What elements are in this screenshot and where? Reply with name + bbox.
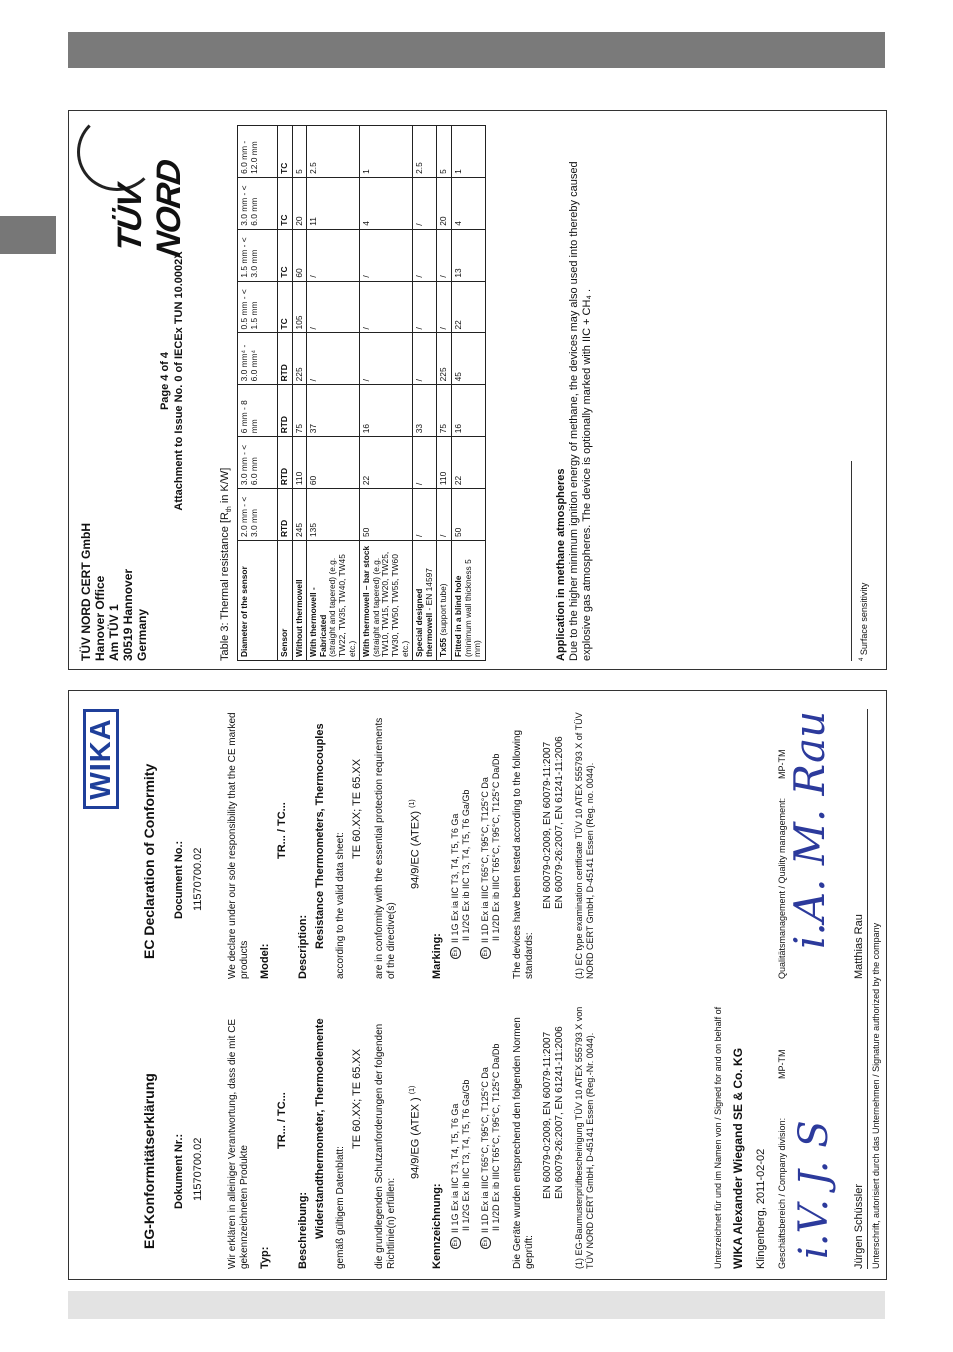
table-cell: 105 — [292, 281, 307, 333]
place-date: Klingenberg, 2011-02-02 — [755, 1148, 767, 1269]
ex-icon: Ex — [450, 947, 461, 959]
table-cell: / — [413, 229, 437, 281]
header-bar — [68, 32, 885, 68]
tuv-address: TÜV NORD CERT GmbH Hanover Office Am TÜV 1 30519 Hannover Germany — [79, 523, 149, 661]
quality-label: Qualitätsmanagement / Quality management: — [777, 797, 787, 979]
table-cell: 33 — [413, 385, 437, 437]
tested-german: Die Geräte wurden entsprechend den folgenden Normen geprüft: — [511, 1017, 535, 1269]
table-row — [451, 126, 485, 661]
signer-2: Matthias Rau — [853, 914, 865, 979]
sensor-header: Sensor — [278, 541, 293, 661]
marking-dust-german: ExII 1D Ex ia IIIC T65°C, T95°C, T125°C Da II 1/2D Ex ib IIIC T65°C, T95°C, T125°C Da/Db — [480, 999, 502, 1249]
ex-icon: Ex — [480, 1237, 491, 1249]
table-cell: 60 — [307, 437, 360, 489]
table-cell: 1 — [451, 126, 485, 178]
footer-bar — [68, 1291, 885, 1319]
type-label-german: Typ: — [259, 1246, 271, 1269]
standards-german: EN 60079-0:2009, EN 60079-11:2007 EN 60079-26:2007, EN 61241-11:2006 — [541, 1026, 565, 1199]
column-diameter: 1.5 mm - < 3.0 mm — [238, 229, 278, 281]
table-cell: / — [307, 229, 360, 281]
column-sensor: RTD — [278, 333, 293, 385]
thermal-resistance-table — [237, 125, 486, 661]
wika-logo: WIKA — [83, 709, 119, 809]
doc-label-german: Dokument Nr.: — [173, 1133, 185, 1209]
row-header: Without thermowell — [292, 541, 307, 661]
table-cell: 50 — [360, 489, 413, 541]
division-label: Geschäftsbereich / Company division: — [777, 1117, 787, 1269]
doc-number-german: 11570700.02 — [192, 1137, 204, 1201]
table-cell: 4 — [360, 177, 413, 229]
conform-german: die grundlegenden Schutzanforderungen der folgenden Richtlinie(n) erfüllen: — [374, 1023, 397, 1269]
declaration-english — [141, 709, 596, 979]
title-english: EC Declaration of Conformity — [141, 763, 157, 959]
table-cell: 50 — [451, 489, 485, 541]
table-row — [437, 126, 452, 661]
column-diameter: 6 mm - 8 mm — [238, 385, 278, 437]
table-row — [413, 126, 437, 661]
table-cell: 4 — [451, 177, 485, 229]
row-header: With thermowell – bar stock (straight and tapered) (e.g. TW10, TW15, TW20, TW25, TW30, TW50, TW55, TW60 etc.) — [360, 541, 413, 661]
column-sensor: RTD — [278, 437, 293, 489]
tested-english: The devices have been tested according to the following standards: — [511, 729, 535, 979]
table-cell: / — [360, 281, 413, 333]
datasheet-german: TE 60.XX; TE 65.XX — [351, 1048, 363, 1149]
marking-gas-german: ExII 1G Ex ia IIC T3, T4, T5, T6 Ga II 1/2G Ex ib IIC T3, T4, T5, T6 Ga/Gb — [450, 999, 472, 1249]
page-number: Page 4 of 4 — [159, 351, 171, 411]
directive-german: 94/9/EG (ATEX ) $^{(1)}$ — [409, 1085, 422, 1179]
table-cell: 37 — [307, 385, 360, 437]
column-diameter: 0.5 mm - < 1.5 mm — [238, 281, 278, 333]
signer-1: Jürgen Schüssler — [853, 1184, 865, 1269]
column-diameter: 2.0 mm - < 3.0 mm — [238, 489, 278, 541]
column-diameter: 3.0 mm - < 6.0 mm — [238, 437, 278, 489]
column-sensor: TC — [278, 229, 293, 281]
division-code: MP-TM — [777, 1049, 787, 1079]
column-sensor: RTD — [278, 489, 293, 541]
column-diameter: 6.0 mm - 12.0 mm — [238, 126, 278, 178]
table-row — [307, 126, 360, 661]
table-cell: / — [437, 229, 452, 281]
note-german: (1) EG-Baumusterprüfbescheinigung TÜV 10 ATEX 555793 X von TÜV NORD CERT GmbH, D-45141 Essen (Reg.-Nr. 0044). — [573, 1006, 595, 1269]
type-german: TR... / TC... — [276, 1092, 288, 1149]
table-cell: / — [437, 281, 452, 333]
title-german: EG-Konformitätserklärung — [141, 1073, 157, 1249]
declaration-german — [141, 999, 596, 1269]
table-cell: / — [413, 177, 437, 229]
row-header: Special designed thermowell - EN 14597 — [413, 541, 437, 661]
table-cell: 75 — [437, 385, 452, 437]
conform-english: are in conformity with the essential protection requirements of the directive(s) — [374, 717, 397, 979]
tuv-attachment-page — [68, 110, 887, 670]
table-cell: / — [307, 281, 360, 333]
table-cell: 60 — [292, 229, 307, 281]
side-tab — [0, 216, 56, 254]
table-cell: 5 — [437, 126, 452, 178]
table-row — [360, 126, 413, 661]
signature-footer: Unterschrift, autorisiert durch das Unternehmen / Signature authorized by the company — [871, 922, 881, 1269]
column-diameter: 3.0 mm - < 6.0 mm — [238, 177, 278, 229]
table-cell: 20 — [292, 177, 307, 229]
table-cell: 110 — [437, 437, 452, 489]
table-cell: 13 — [451, 229, 485, 281]
ex-icon: Ex — [450, 1237, 461, 1249]
note-english: (1) EC type examination certificate TÜV 10 ATEX 555793 X of TÜV NORD CERT GmbH, D-45141 Essen (Reg. no. 0044). — [573, 712, 595, 979]
desc-label-english: Description: — [297, 914, 309, 979]
row-header: Fitted in a blind hole (minimum wall thickness 5 mm) — [451, 541, 485, 661]
table-row — [278, 126, 293, 661]
column-sensor: TC — [278, 126, 293, 178]
signature-schuessler: i.V. J. S — [791, 1120, 837, 1259]
table-cell: 22 — [451, 437, 485, 489]
column-sensor: TC — [278, 281, 293, 333]
table-cell: / — [360, 229, 413, 281]
tuv-logo-wordmark: TÜV NORD — [111, 157, 188, 260]
column-sensor: RTD — [278, 385, 293, 437]
desc-label-german: Beschreibung: — [297, 1191, 309, 1269]
table-cell: / — [413, 437, 437, 489]
table-cell: 2.5 — [307, 126, 360, 178]
quality-code: MP-TM — [777, 749, 787, 779]
wika-declaration-page — [68, 690, 887, 1280]
doc-number-english: 11570700.02 — [192, 847, 204, 911]
company-name: WIKA Alexander Wiegand SE & Co. KG — [731, 1047, 745, 1269]
table-cell: 110 — [292, 437, 307, 489]
table-cell: 20 — [437, 177, 452, 229]
table-cell: / — [360, 333, 413, 385]
datasheet-english: TE 60.XX; TE 65.XX — [351, 758, 363, 859]
intro-english: We declare under our sole responsibility that the CE marked products — [227, 712, 250, 979]
signature-rau: i.A. M. Rau — [785, 710, 834, 949]
desc-german: Widerstandthermometer, Thermoelemente — [314, 1018, 326, 1239]
table-cell: 245 — [292, 489, 307, 541]
table-cell: 22 — [360, 437, 413, 489]
table-cell: 11 — [307, 177, 360, 229]
ex-icon: Ex — [480, 947, 491, 959]
table-cell: 1 — [360, 126, 413, 178]
table-cell: 135 — [307, 489, 360, 541]
table-caption: Table 3: Thermal resistance [$R_{th}$ in K/W] — [219, 467, 234, 661]
table-cell: 2.5 — [413, 126, 437, 178]
marking-dust-english: ExII 1D Ex ia IIIC T65°C, T95°C, T125°C Da II 1/2D Ex ib IIIC T65°C, T95°C, T125°C Da/Db — [480, 709, 502, 959]
table-cell: 16 — [451, 385, 485, 437]
type-english: TR... / TC... — [276, 802, 288, 859]
datasheet-label-english: according to the valid data sheet: — [335, 832, 346, 979]
table-cell: / — [437, 489, 452, 541]
row-header: Tx55 (support tube) — [437, 541, 452, 661]
methane-text: Due to the higher minimum ignition energy of methane, the devices may also used into thereby caused explosive gas atmospheres. The device is optionally marked with IIC + CH₄ . — [568, 161, 593, 661]
marking-gas-english: ExII 1G Ex ia IIC T3, T4, T5, T6 Ga II 1/2G Ex ib IIC T3, T4, T5, T6 Ga/Gb — [450, 709, 472, 959]
footnote-rule — [851, 461, 852, 661]
table-cell: 22 — [451, 281, 485, 333]
standards-english: EN 60079-0:2009, EN 60079-11:2007 EN 60079-26:2007, EN 61241-11:2006 — [541, 736, 565, 909]
attachment-title: Attachment to Issue No. 0 of IECEx TUN 10.0002X — [173, 251, 185, 511]
table-cell: 16 — [360, 385, 413, 437]
column-sensor: TC — [278, 177, 293, 229]
directive-english: 94/9/EC (ATEX) $^{(1)}$ — [409, 799, 422, 889]
table-cell: 45 — [451, 333, 485, 385]
table-row — [292, 126, 307, 661]
doc-label-english: Document No.: — [173, 840, 185, 919]
marking-label-english: Marking: — [430, 933, 443, 979]
table-row — [238, 126, 278, 661]
table-cell: / — [413, 281, 437, 333]
datasheet-label-german: gemäß gültigem Datenblatt: — [335, 1146, 346, 1269]
table-cell: / — [307, 333, 360, 385]
table-cell: / — [413, 333, 437, 385]
table-cell: 5 — [292, 126, 307, 178]
methane-heading: Application in methane atmospheres — [555, 468, 567, 661]
intro-german: Wir erklären in alleiniger Verantwortung, dass die mit CE gekennzeichneten Produkte — [227, 1018, 250, 1269]
table-cell: 75 — [292, 385, 307, 437]
row-header: With thermowell - Fabricated (straight and tapered) (e.g. TW22, TW35, TW40, TW45 etc.) — [307, 541, 360, 661]
table-cell: 225 — [437, 333, 452, 385]
signature-rule — [867, 709, 868, 1269]
signed-for: Unterzeichnet für und im Namen von / Signed for and on behalf of — [713, 1006, 723, 1269]
table-cell: 225 — [292, 333, 307, 385]
table-cell: / — [413, 489, 437, 541]
type-label-english: Model: — [259, 943, 271, 979]
footnote: $^4$ Surface sensitivity — [859, 582, 869, 661]
desc-english: Resistance Thermometers, Thermocouples — [314, 723, 326, 949]
marking-label-german: Kennzeichnung: — [430, 1183, 443, 1269]
diameter-header: Diameter of the sensor — [238, 541, 278, 661]
column-diameter: 3.0 mm⁴ - 6.0 mm⁴ — [238, 333, 278, 385]
